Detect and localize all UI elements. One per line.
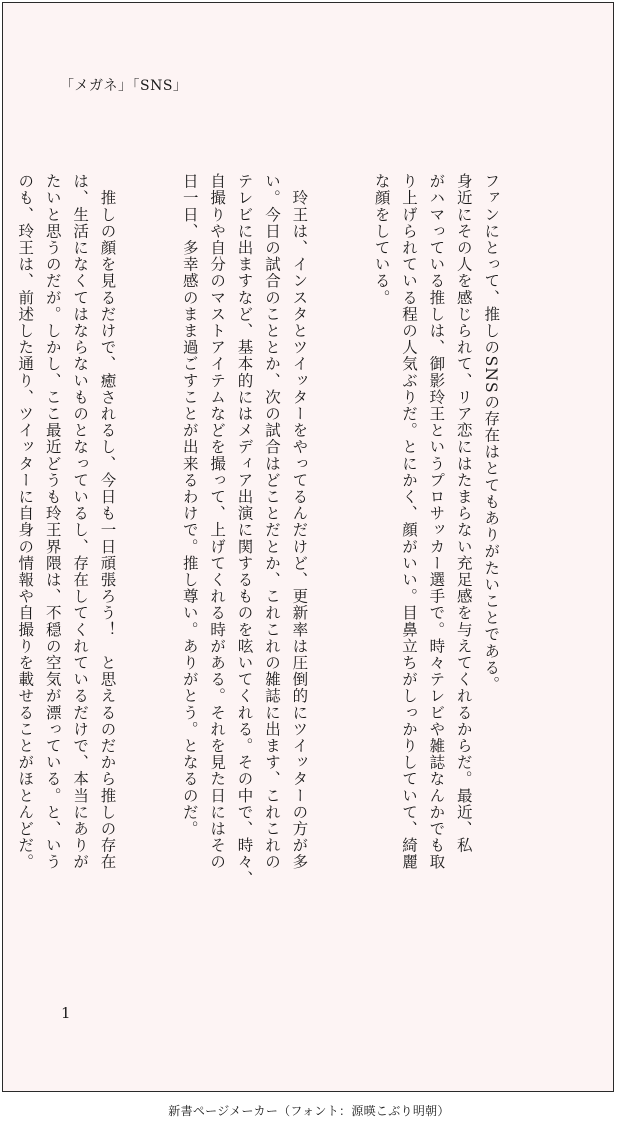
paragraph-1: ファンにとって、推しのSNSの存在はとてもありがたいことである。 身近にその人を感じられて、リア恋にはたまらない充足感を与えてくれるからだ。最近、私 がハマっている推しは、御影玲王というプロサッカー選手で。時々テレビや雑誌なんかでも取 り上げられている程の人気ぶりだ。とにかく、顔がいい。目鼻立ちがしっかりしていて、綺麗 な顔をしている。 [372, 173, 501, 871]
generator-credit: 新書ページメーカー（フォント：源暎こぶり明朝） [168, 1104, 450, 1118]
vertical-body-text [16, 173, 559, 913]
running-head: 「メガネ」「SNS」 [60, 78, 188, 94]
novel-page [2, 2, 614, 1092]
paragraph-3: 推しの顔を見るだけで、癒されるし、今日も一日頑張ろう！ と思えるのだから推しの存在 は、生活になくてはならないものとなっているし、存在してくれているだけで、本当にありが たいと思うのだが。しかし、ここ最近どうも玲王界隈は、不穏の空気が漂っている。と、いう のも、玲王は、前述した通り、ツイッターに自身の情報や自撮りを載せることがほとんどだ。 [16, 173, 117, 871]
page-number: 1 [61, 1004, 71, 1022]
paragraph-2: 玲王は、インスタとツイッターをやってるんだけど、更新率は圧倒的にツイッターの方が多 い。今日の試合のこととか、次の試合はどことだとか、これこれの雑誌に出ます、これこれの テレビに出ますなど、基本的にはメディア出演に関するものを呟いてくれる。その中で、時々、 自撮りや自分のマストアイテムなどを撮って、上げてくれる時がある。それを見た日にはその 日一日、多幸感のまま過ごすことが出来るわけで。推し尊い。ありがとう。となるのだ。 [180, 173, 309, 887]
